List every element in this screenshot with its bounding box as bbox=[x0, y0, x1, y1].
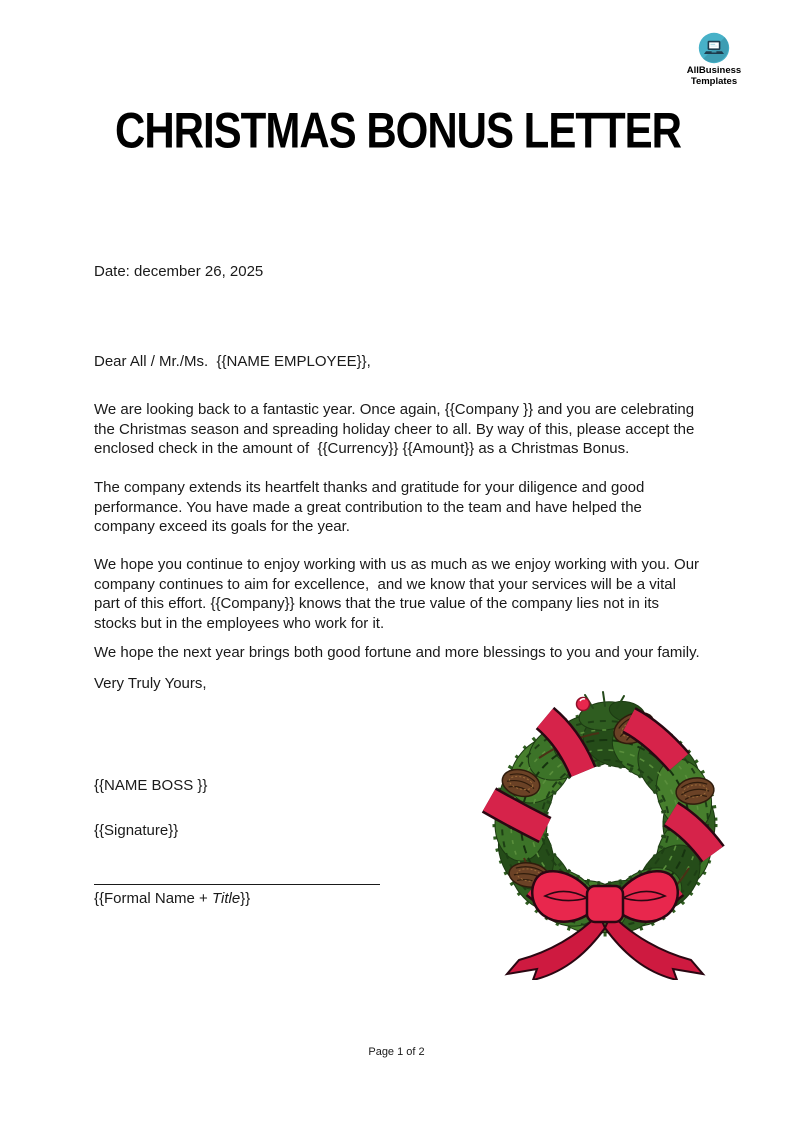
paragraph-4: We hope the next year brings both good fortune and more blessings to you and your family. bbox=[94, 644, 700, 661]
laptop-logo-icon bbox=[698, 32, 730, 64]
allbusiness-logo bbox=[672, 32, 756, 87]
paragraph-1: We are looking back to a fantastic year. Once again, {{Company }} and you are celebrating the Christmas season and spreading holiday cheer to all. By way of this, please accept the enclosed check in the amount of {{Currency}} {{Amount}} as a Christmas Bonus. bbox=[94, 401, 699, 457]
formal-name-prefix: {{Formal Name + bbox=[94, 890, 212, 907]
bow-icon bbox=[507, 871, 703, 980]
signature-rule-line bbox=[94, 884, 380, 885]
paragraph-2: The company extends its heartfelt thanks and gratitude for your diligence and good performance. You have made a great contribution to the team and have helped the company exceed its goals for the year. bbox=[94, 479, 649, 535]
document-title bbox=[94, 102, 702, 159]
boss-name-placeholder: {{NAME BOSS }} bbox=[94, 777, 208, 794]
formal-name-suffix: }} bbox=[240, 890, 251, 907]
page-number-indicator: Page 1 of 2 bbox=[368, 1046, 425, 1058]
document-title-text: CHRISTMAS BONUS LETTER bbox=[115, 102, 681, 159]
ornament-icon bbox=[577, 698, 590, 711]
logo-brand-line1: AllBusiness bbox=[686, 65, 742, 76]
closing-line: Very Truly Yours, bbox=[94, 675, 207, 692]
christmas-wreath-illustration bbox=[479, 688, 731, 980]
formal-name-title: Title bbox=[211, 890, 241, 907]
salutation: Dear All / Mr./Ms. {{NAME EMPLOYEE}}, bbox=[94, 353, 371, 370]
date-line: Date: december 26, 2025 bbox=[94, 263, 264, 280]
signature-placeholder: {{Signature}} bbox=[94, 822, 179, 839]
paragraph-3: We hope you continue to enjoy working with us as much as we enjoy working with you. Our company continues to aim for excellence, and we know that your services will be a vital part of this effort. {{Company}} knows that the true value of the company lies not in its stocks but in the employees who work for it. bbox=[94, 556, 704, 632]
logo-brand-line2: Templates bbox=[690, 75, 738, 87]
